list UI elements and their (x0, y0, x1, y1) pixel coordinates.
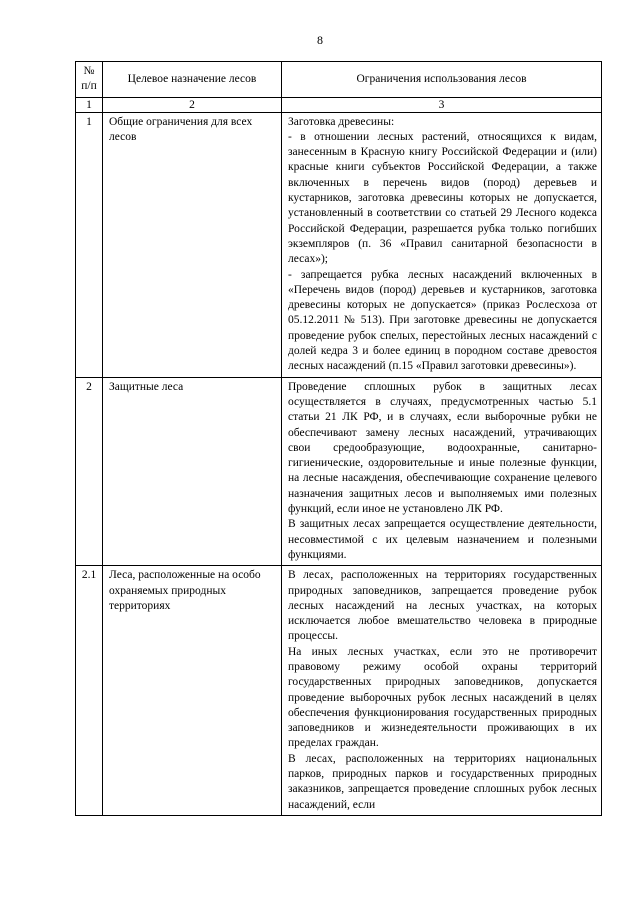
column-numbers-row (76, 97, 602, 112)
paragraph: - запрещается рубка лесных насаждений включенных в «Перечень видов (пород) деревьев и кустарников, заготовка древесины которых не допускается» (приказ Рослесхоза от 05.12.2011 № 513). При заготовке древесины не допускается проведение рубок спелых, перестойных лесных насаждений с долей кедра 3 и более единиц в породном составе древостоя лесных насаждений (п.15 «Правил заготовки древесины»). (288, 268, 597, 373)
header-restrictions: Ограничения использования лесов (282, 62, 602, 98)
paragraph: В защитных лесах запрещается осуществление деятельности, несовместимой с их целевым назначением и полезными функциями. (288, 518, 597, 561)
row-number: 1 (76, 112, 103, 377)
paragraph: Проведение сплошных рубок в защитных лесах осуществляется в случаях, предусмотренных частью 5.1 статьи 21 ЛК РФ, и в случаях, если выборочные рубки не обеспечивают замену лесных насаждений, утрачивающих свои средообразующие, водоохранные, санитарно-гигиенические, оздоровительные и иные полезные функции, на лесные насаждения, обеспечивающие сохранение целевого назначения защитных лесов и выполняемых ими полезных функций, если иное не установлено ЛК РФ. (288, 380, 597, 516)
table-header-row (76, 62, 602, 98)
row-restrictions (282, 377, 602, 566)
row-number: 2.1 (76, 566, 103, 816)
page-number: 8 (317, 33, 323, 47)
paragraph: Заготовка древесины: (288, 115, 395, 128)
paragraph: На иных лесных участках, если это не противоречит правовому режиму особой охраны территорий государственных природных заповедников, допускается проведение выборочных рубок лесных насаждений в целях обеспечения функционирования государственных природных заповедников и жизнедеятельности проживающих в их пределах граждан. (288, 645, 597, 750)
column-number: 2 (103, 97, 282, 112)
column-number: 3 (282, 97, 602, 112)
row-purpose: Леса, расположенные на особо охраняемых природных территориях (103, 566, 282, 816)
paragraph: - в отношении лесных растений, относящихся к видам, занесенным в Красную книгу Российской Федерации и (или) красные книги субъектов Российской Федерации, а также включенных в перечень видов (пород) деревьев и кустарников, заготовка древесины которых не допускается, установленный в соответствии со статьей 29 Лесного кодекса Российской Федерации, разрешается рубка только погибших экземпляров (п. 36 «Правил санитарной безопасности в лесах»); (288, 130, 597, 266)
paragraph: В лесах, расположенных на территориях национальных парков, природных парков и государственных природных заказников, запрещается проведение сплошных рубок лесных насаждений, если (288, 752, 597, 811)
paragraph: В лесах, расположенных на территориях государственных природных заповедников, запрещается проведение рубок лесных насаждений на лесных участках, на которых исключается любое вмешательство человека в природные процессы. (288, 569, 597, 643)
table-row (76, 112, 602, 377)
row-purpose: Защитные леса (103, 377, 282, 566)
table-row (76, 566, 602, 816)
row-purpose: Общие ограничения для всех лесов (103, 112, 282, 377)
row-restrictions (282, 112, 602, 377)
header-purpose: Целевое назначение лесов (103, 62, 282, 98)
column-number: 1 (76, 97, 103, 112)
forest-restrictions-table (75, 61, 602, 816)
row-restrictions (282, 566, 602, 816)
row-number: 2 (76, 377, 103, 566)
table-row (76, 377, 602, 566)
header-num: № п/п (76, 62, 103, 98)
